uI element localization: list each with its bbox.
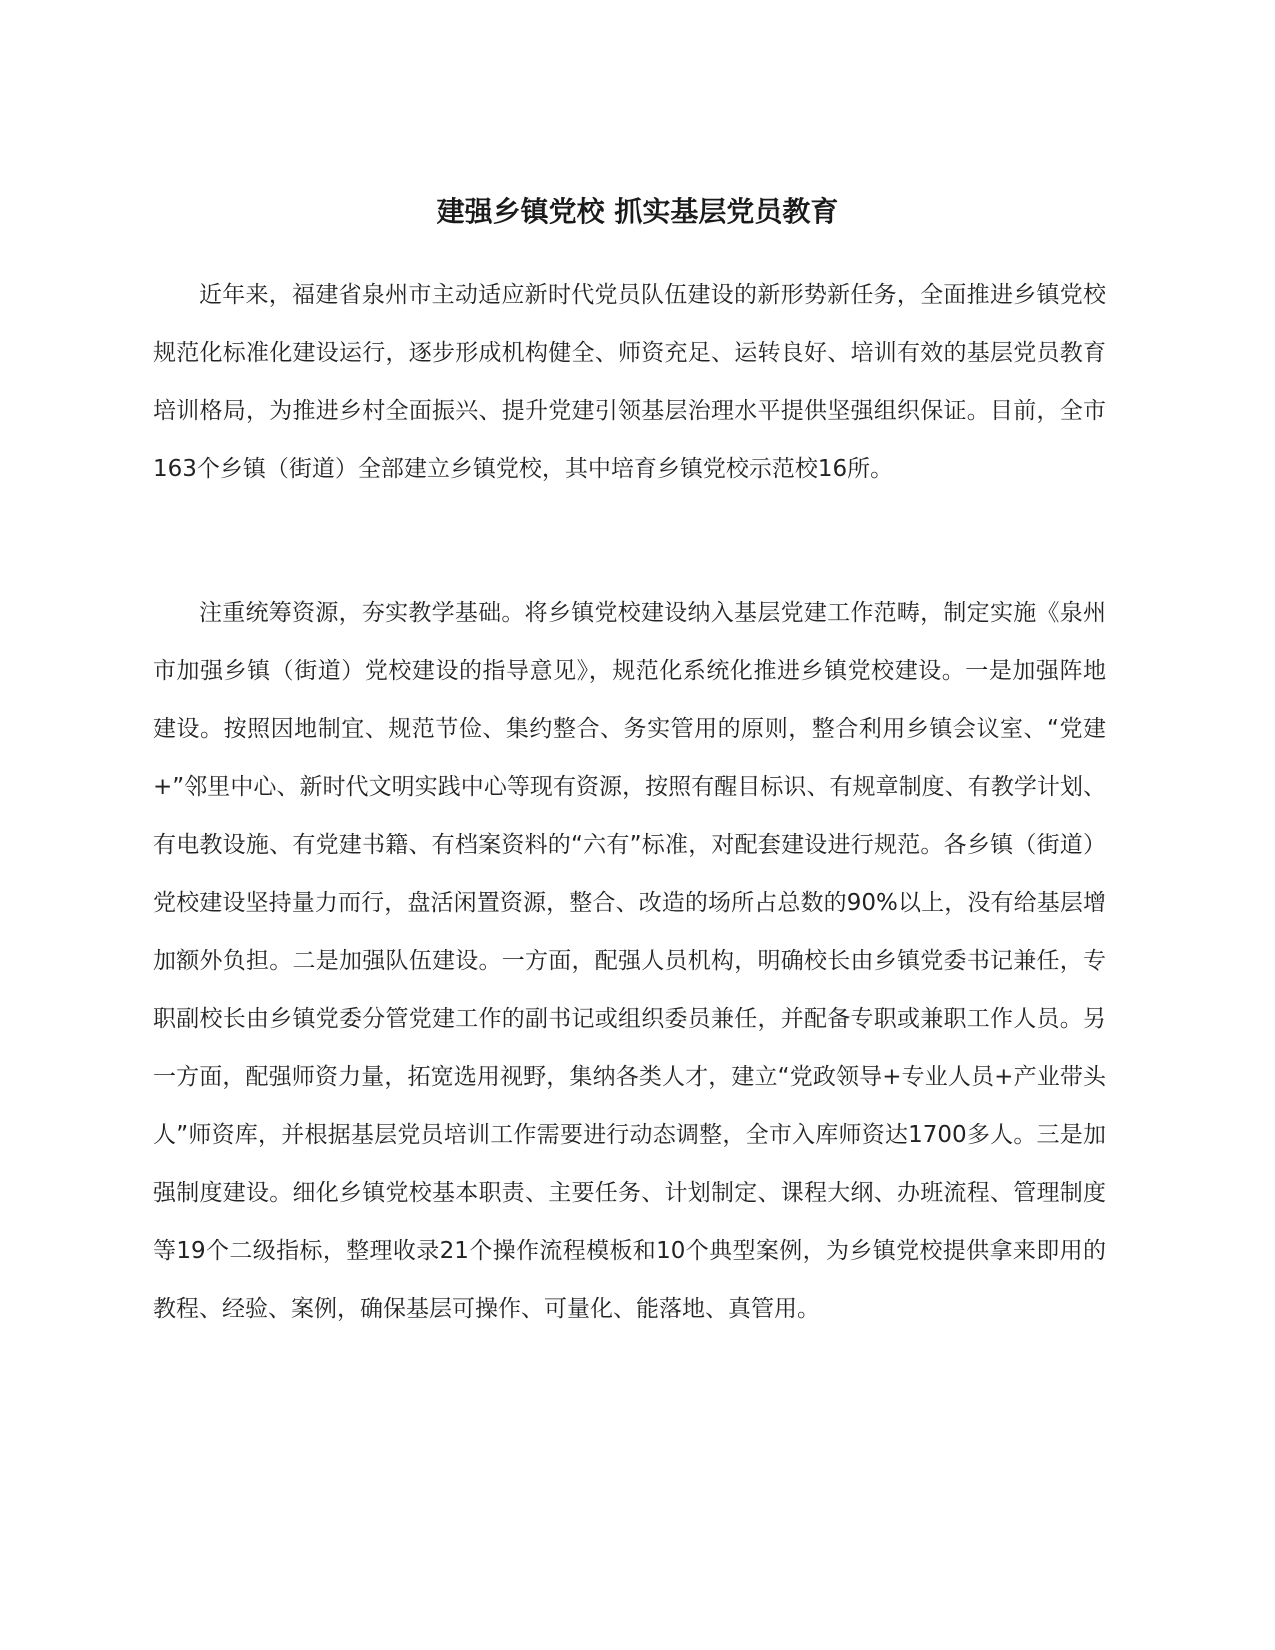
paragraph-intro: 近年来，福建省泉州市主动适应新时代党员队伍建设的新形势新任务，全面推进乡镇党校规范化标准化建设运行，逐步形成机构健全、师资充足、运转良好、培训有效的基层党员教育培训格局，为推进乡村全面振兴、提升党建引领基层治理水平提供坚强组织保证。目前，全市163个乡镇（街道）全部建立乡镇党校，其中培育乡镇党校示范校16所。 (153, 282, 1106, 482)
paragraph-resources: 注重统筹资源，夯实教学基础。将乡镇党校建设纳入基层党建工作范畴，制定实施《泉州市加强乡镇（街道）党校建设的指导意见》，规范化系统化推进乡镇党校建设。一是加强阵地建设。按照因地制宜、规范节俭、集约整合、务实管用的原则，整合利用乡镇会议室、“党建+”邻里中心、新时代文明实践中心等现有资源，按照有醒目标识、有规章制度、有教学计划、有电教设施、有党建书籍、有档案资料的“六有”标准，对配套建设进行规范。各乡镇（街道）党校建设坚持量力而行，盘活闲置资源，整合、改造的场所占总数的90%以上，没有给基层增加额外负担。二是加强队伍建设。一方面，配强人员机构，明确校长由乡镇党委书记兼任，专职副校长由乡镇党委分管党建工作的副书记或组织委员兼任，并配备专职或兼职工作人员。另一方面，配强师资力量，拓宽选用视野，集纳各类人才，建立“党政领导+专业人员+产业带头人”师资库，并根据基层党员培训工作需要进行动态调整，全市入库师资达1700多人。三是加强制度建设。细化乡镇党校基本职责、主要任务、计划制定、课程大纲、办班流程、管理制度等19个二级指标，整理收录21个操作流程模板和10个典型案例，为乡镇党校提供拿来即用的教程、经验、案例，确保基层可操作、可量化、能落地、真管用。 (153, 600, 1106, 1322)
document-title: 建强乡镇党校 抓实基层党员教育 (436, 195, 839, 228)
